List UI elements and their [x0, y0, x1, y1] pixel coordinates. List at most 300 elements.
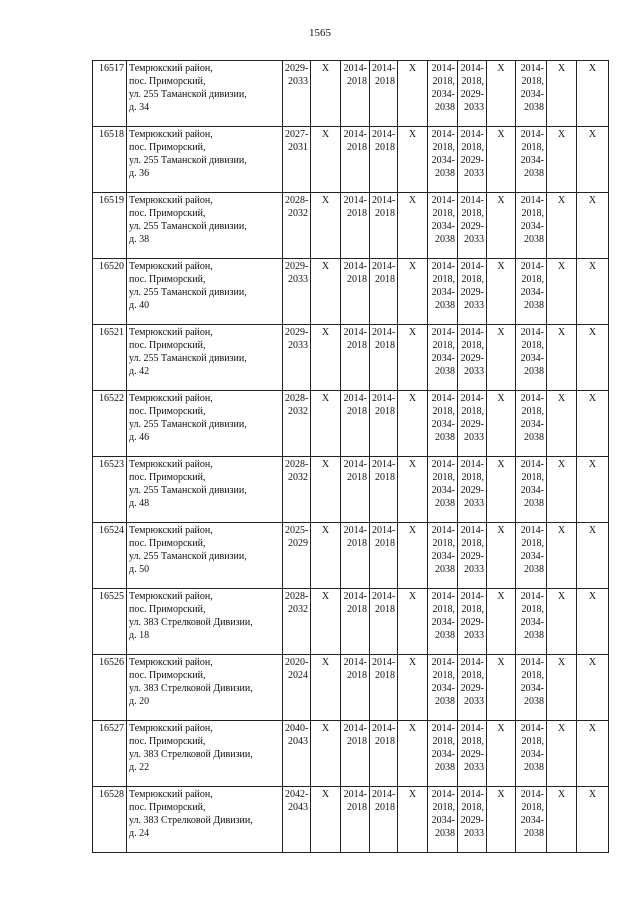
cell-line: 2034-: [520, 353, 544, 364]
cell-line: 2034-: [431, 815, 455, 826]
cell-line: 2018,: [432, 208, 455, 219]
cell-line: Темрюкский район,: [129, 327, 213, 338]
period-cell: Х: [398, 127, 428, 193]
record-number-cell: 16519: [93, 193, 127, 259]
cell-line: 2025-: [285, 525, 309, 536]
cell-line: 2018: [375, 274, 395, 285]
table-row: [93, 589, 609, 655]
period-cell: Х: [487, 325, 516, 391]
cell-line: 2038: [435, 300, 455, 311]
cell-line: Темрюкский район,: [129, 459, 213, 470]
period-cell: [458, 61, 487, 127]
period-cell: [458, 523, 487, 589]
cell-line: 2018,: [461, 538, 484, 549]
cell-line: 2034-: [520, 683, 544, 694]
period-cell: Х: [577, 655, 609, 721]
cell-line: 2014-: [460, 525, 484, 536]
cell-line: 2034-: [431, 485, 455, 496]
period-cell: [516, 589, 547, 655]
period-cell: Х: [487, 61, 516, 127]
period-cell: Х: [577, 127, 609, 193]
cell-line: 2034-: [520, 551, 544, 562]
cell-line: 2014-: [520, 129, 544, 140]
address-cell: [127, 523, 283, 589]
cell-line: 2014-: [520, 459, 544, 470]
cell-line: 2029-: [460, 485, 484, 496]
period-cell: [516, 721, 547, 787]
period-cell: Х: [547, 721, 577, 787]
cell-line: 2024: [288, 670, 308, 681]
cell-line: д. 38: [129, 234, 150, 245]
cell-line: Темрюкский район,: [129, 261, 213, 272]
period-cell: [341, 391, 370, 457]
period-cell: [283, 721, 311, 787]
cell-line: Темрюкский район,: [129, 63, 213, 74]
cell-line: 2033: [464, 696, 484, 707]
cell-line: 2014-: [520, 327, 544, 338]
cell-line: 2014-: [431, 63, 455, 74]
cell-line: д. 50: [129, 564, 150, 575]
cell-line: 2034-: [520, 617, 544, 628]
cell-line: 2014-: [460, 261, 484, 272]
period-cell: Х: [398, 523, 428, 589]
period-cell: Х: [487, 523, 516, 589]
cell-line: 2028-: [285, 195, 309, 206]
record-number-cell: 16518: [93, 127, 127, 193]
period-cell: Х: [311, 391, 341, 457]
cell-line: 2018: [347, 406, 367, 417]
cell-line: Темрюкский район,: [129, 591, 213, 602]
record-number-cell: 16527: [93, 721, 127, 787]
cell-line: 2014-: [431, 393, 455, 404]
cell-line: 2038: [524, 828, 544, 839]
cell-line: 2018,: [461, 142, 484, 153]
period-cell: [341, 721, 370, 787]
table-row: [93, 127, 609, 193]
cell-line: 2014-: [520, 723, 544, 734]
period-cell: [283, 61, 311, 127]
cell-line: 2018: [375, 142, 395, 153]
period-cell: [283, 127, 311, 193]
period-cell: [341, 325, 370, 391]
cell-line: 2018: [347, 208, 367, 219]
cell-line: 2034-: [431, 89, 455, 100]
cell-line: 2018,: [521, 604, 544, 615]
cell-line: ул. 255 Таманской дивизии,: [129, 155, 247, 166]
cell-line: 2033: [464, 234, 484, 245]
cell-line: 2018,: [521, 142, 544, 153]
period-cell: [458, 259, 487, 325]
cell-line: 2018: [347, 142, 367, 153]
cell-line: 2033: [288, 76, 308, 87]
cell-line: д. 48: [129, 498, 150, 509]
cell-line: 2038: [435, 432, 455, 443]
cell-line: 2033: [464, 366, 484, 377]
cell-line: ул. 255 Таманской дивизии,: [129, 221, 247, 232]
cell-line: 2014-: [343, 63, 367, 74]
period-cell: [428, 721, 458, 787]
period-cell: [516, 787, 547, 853]
cell-line: 2033: [288, 340, 308, 351]
cell-line: 2018: [347, 670, 367, 681]
period-cell: [458, 589, 487, 655]
address-cell: [127, 655, 283, 721]
period-cell: Х: [311, 127, 341, 193]
cell-line: ул. 255 Таманской дивизии,: [129, 353, 247, 364]
cell-line: 2014-: [372, 261, 396, 272]
cell-line: 2014-: [431, 129, 455, 140]
cell-line: ул. 383 Стрелковой Дивизии,: [129, 749, 253, 760]
cell-line: 2028-: [285, 393, 309, 404]
cell-line: 2018,: [432, 340, 455, 351]
period-cell: [370, 193, 398, 259]
cell-line: 2029-: [285, 327, 309, 338]
cell-line: 2029-: [285, 63, 309, 74]
cell-line: д. 36: [129, 168, 150, 179]
cell-line: 2018,: [521, 472, 544, 483]
period-cell: Х: [311, 193, 341, 259]
cell-line: 2029-: [460, 287, 484, 298]
cell-line: 2014-: [520, 657, 544, 668]
cell-line: д. 34: [129, 102, 150, 113]
cell-line: 2018,: [432, 76, 455, 87]
period-cell: Х: [398, 391, 428, 457]
cell-line: 2014-: [372, 129, 396, 140]
cell-line: пос. Приморский,: [129, 406, 206, 417]
record-number-cell: 16523: [93, 457, 127, 523]
cell-line: Темрюкский район,: [129, 129, 213, 140]
period-cell: Х: [311, 655, 341, 721]
period-cell: [458, 721, 487, 787]
period-cell: [341, 655, 370, 721]
period-cell: Х: [577, 457, 609, 523]
period-cell: [428, 193, 458, 259]
cell-line: 2038: [435, 498, 455, 509]
cell-line: 2038: [524, 432, 544, 443]
period-cell: Х: [311, 523, 341, 589]
cell-line: 2018,: [521, 538, 544, 549]
period-cell: [370, 127, 398, 193]
period-cell: [428, 127, 458, 193]
cell-line: 2038: [435, 696, 455, 707]
period-cell: Х: [398, 589, 428, 655]
cell-line: 2029-: [460, 551, 484, 562]
cell-line: 2034-: [520, 221, 544, 232]
cell-line: Темрюкский район,: [129, 195, 213, 206]
cell-line: 2038: [524, 564, 544, 575]
period-cell: [370, 589, 398, 655]
cell-line: 2038: [524, 762, 544, 773]
cell-line: 2014-: [460, 129, 484, 140]
cell-line: пос. Приморский,: [129, 670, 206, 681]
cell-line: 2014-: [520, 63, 544, 74]
address-cell: [127, 457, 283, 523]
period-cell: Х: [398, 325, 428, 391]
address-cell: [127, 127, 283, 193]
address-cell: [127, 391, 283, 457]
cell-line: 2014-: [343, 789, 367, 800]
cell-line: 2018,: [461, 340, 484, 351]
cell-line: 2014-: [520, 261, 544, 272]
period-cell: [458, 193, 487, 259]
cell-line: 2014-: [460, 789, 484, 800]
cell-line: 2014-: [431, 789, 455, 800]
period-cell: [341, 61, 370, 127]
period-cell: [458, 787, 487, 853]
period-cell: [516, 523, 547, 589]
table-row: [93, 457, 609, 523]
cell-line: 2034-: [431, 683, 455, 694]
period-cell: [370, 457, 398, 523]
cell-line: 2018,: [432, 670, 455, 681]
cell-line: 2034-: [431, 419, 455, 430]
cell-line: ул. 383 Стрелковой Дивизии,: [129, 617, 253, 628]
period-cell: [370, 523, 398, 589]
cell-line: 2014-: [460, 723, 484, 734]
cell-line: 2014-: [372, 327, 396, 338]
period-cell: Х: [398, 259, 428, 325]
cell-line: 2018: [375, 406, 395, 417]
record-number-cell: 16525: [93, 589, 127, 655]
record-number-cell: 16520: [93, 259, 127, 325]
period-cell: [428, 259, 458, 325]
period-cell: [283, 325, 311, 391]
cell-line: 2038: [524, 168, 544, 179]
period-cell: Х: [577, 259, 609, 325]
table-body: [93, 61, 609, 853]
address-cell: [127, 721, 283, 787]
cell-line: 2018,: [432, 736, 455, 747]
record-number-cell: 16526: [93, 655, 127, 721]
cell-line: 2028-: [285, 459, 309, 470]
cell-line: 2018: [347, 604, 367, 615]
cell-line: пос. Приморский,: [129, 604, 206, 615]
cell-line: 2029-: [460, 155, 484, 166]
period-cell: Х: [487, 259, 516, 325]
cell-line: 2043: [288, 736, 308, 747]
cell-line: 2032: [288, 604, 308, 615]
cell-line: 2018: [375, 340, 395, 351]
record-number-cell: 16528: [93, 787, 127, 853]
cell-line: 2038: [524, 366, 544, 377]
cell-line: 2038: [435, 630, 455, 641]
cell-line: 2018,: [432, 274, 455, 285]
cell-line: 2033: [464, 828, 484, 839]
table-row: [93, 325, 609, 391]
period-cell: Х: [577, 61, 609, 127]
cell-line: 2018,: [432, 538, 455, 549]
cell-line: 2038: [435, 564, 455, 575]
address-cell: [127, 787, 283, 853]
cell-line: 2018,: [461, 670, 484, 681]
cell-line: 2018,: [461, 274, 484, 285]
cell-line: 2034-: [431, 287, 455, 298]
period-cell: Х: [577, 787, 609, 853]
period-cell: Х: [311, 457, 341, 523]
cell-line: 2038: [435, 168, 455, 179]
cell-line: 2038: [435, 102, 455, 113]
period-cell: [283, 259, 311, 325]
period-cell: Х: [487, 127, 516, 193]
cell-line: 2033: [464, 432, 484, 443]
cell-line: 2033: [464, 300, 484, 311]
cell-line: 2034-: [431, 155, 455, 166]
address-cell: [127, 589, 283, 655]
period-cell: Х: [547, 589, 577, 655]
cell-line: Темрюкский район,: [129, 789, 213, 800]
cell-line: 2038: [435, 366, 455, 377]
cell-line: 2014-: [431, 327, 455, 338]
cell-line: пос. Приморский,: [129, 340, 206, 351]
cell-line: 2032: [288, 208, 308, 219]
cell-line: 2029-: [460, 89, 484, 100]
cell-line: 2014-: [460, 63, 484, 74]
period-cell: [283, 589, 311, 655]
period-cell: [458, 655, 487, 721]
period-cell: Х: [398, 655, 428, 721]
period-cell: [458, 325, 487, 391]
cell-line: 2033: [464, 498, 484, 509]
address-cell: [127, 259, 283, 325]
cell-line: 2014-: [431, 195, 455, 206]
cell-line: 2018: [375, 670, 395, 681]
period-cell: [516, 127, 547, 193]
cell-line: 2014-: [460, 327, 484, 338]
cell-line: 2038: [524, 498, 544, 509]
cell-line: 2042-: [285, 789, 309, 800]
period-cell: [516, 61, 547, 127]
period-cell: [370, 61, 398, 127]
period-cell: Х: [577, 391, 609, 457]
cell-line: 2029-: [285, 261, 309, 272]
cell-line: 2018,: [461, 208, 484, 219]
period-cell: Х: [577, 589, 609, 655]
address-cell: [127, 193, 283, 259]
cell-line: 2014-: [520, 525, 544, 536]
cell-line: Темрюкский район,: [129, 393, 213, 404]
cell-line: 2038: [524, 630, 544, 641]
period-cell: Х: [547, 655, 577, 721]
cell-line: 2029-: [460, 815, 484, 826]
record-number-cell: 16517: [93, 61, 127, 127]
cell-line: 2018,: [461, 604, 484, 615]
period-cell: Х: [577, 193, 609, 259]
cell-line: 2018: [375, 76, 395, 87]
cell-line: 2014-: [460, 591, 484, 602]
period-cell: Х: [547, 787, 577, 853]
cell-line: 2014-: [372, 63, 396, 74]
period-cell: [283, 193, 311, 259]
cell-line: 2018: [347, 472, 367, 483]
period-cell: Х: [487, 589, 516, 655]
period-cell: Х: [398, 193, 428, 259]
address-cell: [127, 61, 283, 127]
period-cell: [516, 457, 547, 523]
period-cell: Х: [398, 721, 428, 787]
cell-line: 2018,: [521, 670, 544, 681]
period-cell: [341, 787, 370, 853]
period-cell: Х: [547, 325, 577, 391]
cell-line: 2018,: [461, 406, 484, 417]
cell-line: 2018: [375, 472, 395, 483]
cell-line: 2014-: [372, 459, 396, 470]
period-cell: Х: [398, 457, 428, 523]
cell-line: д. 18: [129, 630, 150, 641]
cell-line: 2029-: [460, 221, 484, 232]
cell-line: 2038: [524, 696, 544, 707]
cell-line: пос. Приморский,: [129, 802, 206, 813]
cell-line: 2014-: [343, 591, 367, 602]
cell-line: 2018: [347, 538, 367, 549]
record-number-cell: 16521: [93, 325, 127, 391]
cell-line: 2043: [288, 802, 308, 813]
cell-line: 2014-: [372, 393, 396, 404]
cell-line: 2014-: [431, 525, 455, 536]
period-cell: [428, 655, 458, 721]
period-cell: [341, 589, 370, 655]
cell-line: 2029-: [460, 353, 484, 364]
cell-line: 2014-: [343, 393, 367, 404]
cell-line: 2033: [464, 630, 484, 641]
cell-line: 2034-: [520, 419, 544, 430]
cell-line: 2014-: [520, 195, 544, 206]
period-cell: Х: [487, 391, 516, 457]
table-row: [93, 523, 609, 589]
cell-line: ул. 255 Таманской дивизии,: [129, 89, 247, 100]
cell-line: 2018,: [521, 340, 544, 351]
cell-line: Темрюкский район,: [129, 657, 213, 668]
period-cell: [341, 193, 370, 259]
cell-line: 2014-: [431, 723, 455, 734]
cell-line: 2018,: [521, 208, 544, 219]
period-cell: Х: [311, 259, 341, 325]
cell-line: 2014-: [520, 789, 544, 800]
cell-line: 2018,: [521, 406, 544, 417]
cell-line: д. 24: [129, 828, 150, 839]
record-number-cell: 16522: [93, 391, 127, 457]
cell-line: 2014-: [343, 723, 367, 734]
period-cell: [341, 457, 370, 523]
cell-line: 2014-: [460, 459, 484, 470]
cell-line: 2033: [464, 762, 484, 773]
period-cell: [516, 391, 547, 457]
cell-line: 2018,: [432, 406, 455, 417]
cell-line: 2018,: [461, 736, 484, 747]
cell-line: д. 46: [129, 432, 150, 443]
period-cell: [428, 589, 458, 655]
period-cell: [428, 391, 458, 457]
cell-line: 2014-: [372, 723, 396, 734]
period-cell: [341, 127, 370, 193]
cell-line: 2018,: [432, 604, 455, 615]
cell-line: 2038: [435, 828, 455, 839]
period-cell: [428, 457, 458, 523]
cell-line: 2033: [464, 168, 484, 179]
period-cell: [428, 325, 458, 391]
cell-line: 2034-: [520, 155, 544, 166]
address-cell: [127, 325, 283, 391]
period-cell: Х: [547, 61, 577, 127]
page-number: 1565: [309, 27, 331, 39]
cell-line: д. 42: [129, 366, 150, 377]
cell-line: 2014-: [343, 657, 367, 668]
period-cell: Х: [311, 325, 341, 391]
cell-line: 2014-: [372, 525, 396, 536]
period-cell: Х: [547, 523, 577, 589]
cell-line: 2018,: [432, 472, 455, 483]
cell-line: 2014-: [460, 195, 484, 206]
cell-line: 2038: [435, 762, 455, 773]
